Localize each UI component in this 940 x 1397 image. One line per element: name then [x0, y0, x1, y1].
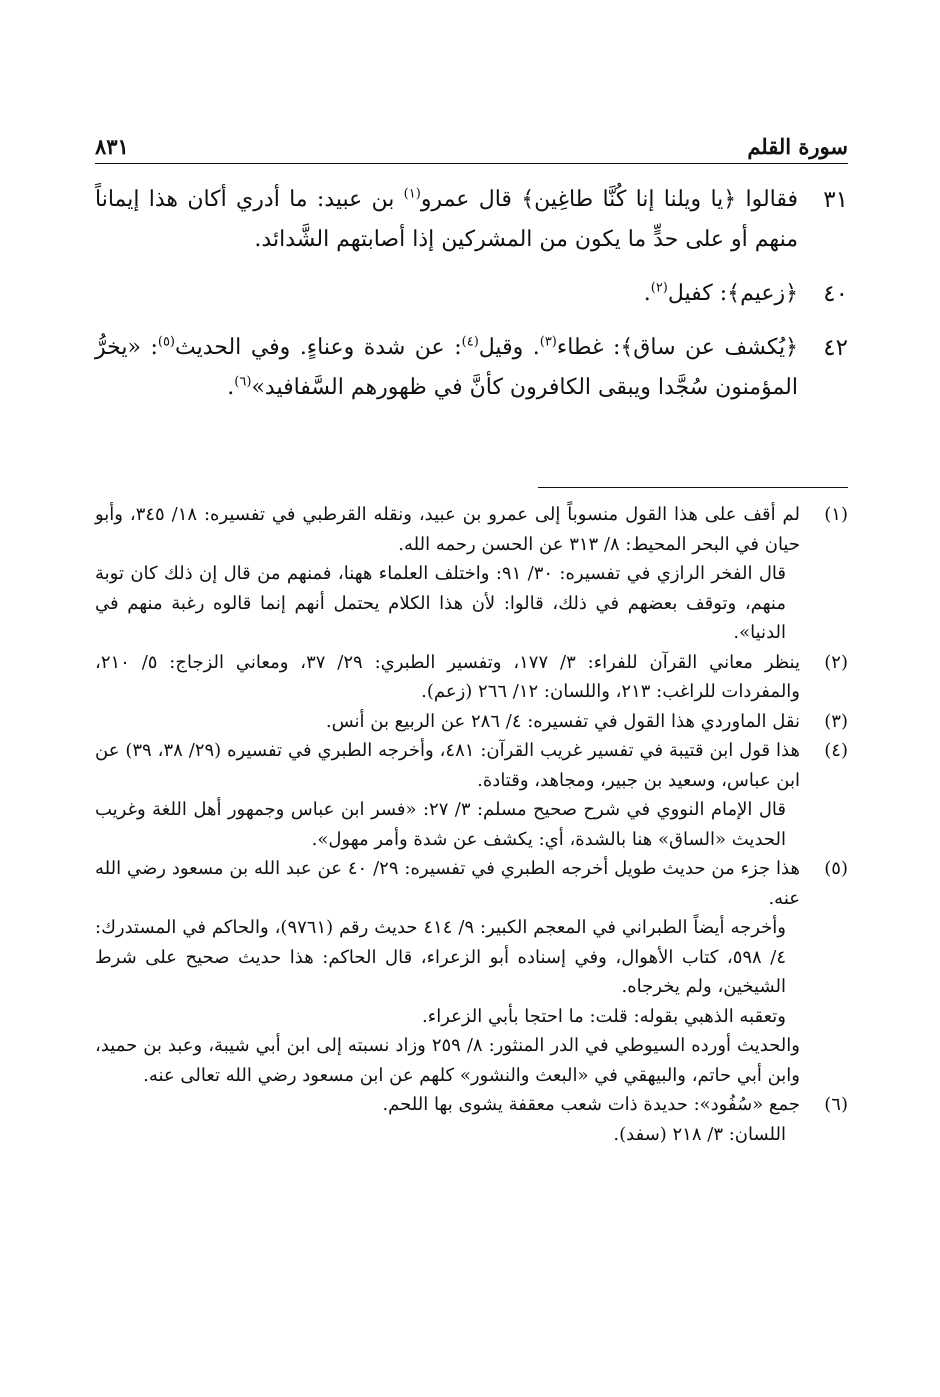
verse-commentary — [95, 274, 798, 314]
verse-entry — [95, 328, 848, 408]
footnote — [95, 854, 848, 1090]
verse-entry — [95, 274, 848, 314]
page-header — [95, 130, 848, 164]
verse-commentary — [95, 180, 798, 260]
footnote-number: (٣) — [824, 710, 848, 732]
footnote-number: (٤) — [824, 740, 848, 761]
footnote-paragraph: ينظر معاني القرآن للفراء: ٣/ ١٧٧، وتفسير الطبري: ٢٩/ ٣٧، ومعاني الزجاج: ٥/ ٢١٠، والمفردات للراغب: ٢١٣، واللسان: ١٢/ ٢٦٦ (زعم). — [95, 651, 800, 702]
footnote-ref[interactable]: (٥) — [157, 334, 175, 350]
footnote-paragraph: قال الإمام النووي في شرح صحيح مسلم: ٣/ ٢٧: «فسر ابن عباس وجمهور أهل اللغة وغريب الحديث «الساق» هنا بالشدة، أي: يكشف عن شدة وأمر مهول». — [95, 799, 787, 850]
surah-title: سورة القلم — [747, 134, 848, 159]
commentary-text: : عن شدة وعناءٍ. وفي الحديث — [175, 335, 462, 360]
footnote — [95, 1090, 848, 1149]
footnote-paragraph: وأخرجه أيضاً الطبراني في المعجم الكبير: ٩/ ٤١٤ حديث رقم (٩٧٦١)، والحاكم في المستدرك: ٤/ ٥٩٨، كتاب الأهوال، وفي إسناده أبو الزعراء، قال الحاكم: هذا حديث صحيح على شرط الشيخين، ولم يخرجاه. — [95, 917, 786, 997]
main-text — [95, 180, 848, 408]
footnote — [95, 648, 848, 707]
commentary-text: . — [227, 375, 235, 400]
verse-number: ٤٢ — [823, 335, 848, 361]
footnote-body — [95, 736, 800, 854]
footnote-ref[interactable]: (١) — [403, 186, 421, 202]
footnote-number: (٢) — [824, 651, 848, 673]
footnote-paragraph: جمع «سُفُود»: حديدة ذات شعب معقفة يشوى بها اللحم. — [382, 1094, 800, 1115]
commentary-text: بن عبيد: ما أدري أكان هذا إيماناً منهم أو على حدٍّ ما يكون من المشركين إذا أصابتهم الشَّدائد. — [95, 187, 798, 252]
footnote — [95, 500, 848, 648]
verse-commentary — [95, 328, 798, 408]
footnote-paragraph: لم أقف على هذا القول منسوباً إلى عمرو بن عبيد، ونقله القرطبي في تفسيره: ١٨/ ٣٤٥، وأبو حيان في البحر المحيط: ٨/ ٣١٣ عن الحسن رحمه الله. — [95, 504, 800, 555]
footnote-body — [95, 500, 800, 648]
footnote-number: (١) — [824, 504, 848, 525]
footnote-ref[interactable]: (٦) — [234, 374, 252, 390]
verse-entry — [95, 180, 848, 260]
footnote-number: (٦) — [824, 1094, 848, 1115]
footnote-ref[interactable]: (٣) — [539, 334, 557, 350]
verse-number: ٤٠ — [823, 281, 848, 307]
footnotes — [95, 500, 848, 1149]
footnote-paragraph: هذا جزء من حديث طويل أخرجه الطبري في تفسيره: ٢٩/ ٤٠ عن عبد الله بن مسعود رضي الله عنه. — [95, 858, 800, 909]
footnote-paragraph: قال الفخر الرازي في تفسيره: ٣٠/ ٩١: واختلف العلماء ههنا، فمنهم من قال إن ذلك كان توبة منهم، وتوقف بعضهم في ذلك، قالوا: لأن هذا الكلام يحتمل أنهم إنما قالوه رغبة منهم في الدنيا». — [95, 563, 786, 643]
verse-number: ٣١ — [823, 187, 848, 213]
footnote-divider — [538, 487, 848, 488]
footnote-body — [95, 854, 800, 1090]
footnote-paragraph: اللسان: ٣/ ٢١٨ (سفد). — [613, 1123, 786, 1145]
footnote-ref[interactable]: (٢) — [650, 280, 668, 296]
footnote-body — [95, 648, 800, 707]
commentary-text: ﴿زعيم﴾: كفيل — [667, 281, 798, 306]
commentary-text: : «يخرُّ المؤمنون سُجَّدا ويبقى الكافرون كأنَّ في ظهورهم السَّفافيد» — [95, 335, 798, 400]
footnote — [95, 736, 848, 854]
page-number: ٨٣١ — [95, 134, 129, 159]
footnote-body — [95, 707, 800, 737]
footnote-paragraph: والحديث أورده السيوطي في الدر المنثور: ٨/ ٢٥٩ وزاد نسبته إلى ابن أبي شيبة، وعبد بن حميد، وابن أبي حاتم، والبيهقي في «البعث والنشور» كلهم عن ابن مسعود رضي الله تعالى عنه. — [95, 1035, 800, 1086]
footnote — [95, 707, 848, 737]
footnote-paragraph: هذا قول ابن قتيبة في تفسير غريب القرآن: ٤٨١، وأخرجه الطبري في تفسيره (٢٩/ ٣٨، ٣٩) عن ابن عباس، وسعيد بن جبير، ومجاهد، وقتادة. — [95, 740, 800, 791]
footnote-paragraph: نقل الماوردي هذا القول في تفسيره: ٤/ ٢٨٦ عن الربيع بن أنس. — [325, 710, 800, 732]
commentary-text: . وقيل — [478, 335, 540, 360]
footnote-ref[interactable]: (٤) — [461, 334, 479, 350]
footnote-paragraph: وتعقبه الذهبي بقوله: قلت: ما احتجا بأبي الزعراء. — [422, 1005, 786, 1027]
footnote-number: (٥) — [824, 858, 848, 879]
commentary-text: ﴿يُكشف عن ساق﴾: غطاء — [556, 335, 798, 360]
footnote-body — [95, 1090, 800, 1149]
commentary-text: فقالوا ﴿يا ويلنا إنا كُنَّا طاغِين﴾ قال عمرو — [420, 187, 798, 212]
commentary-text: . — [643, 281, 651, 306]
